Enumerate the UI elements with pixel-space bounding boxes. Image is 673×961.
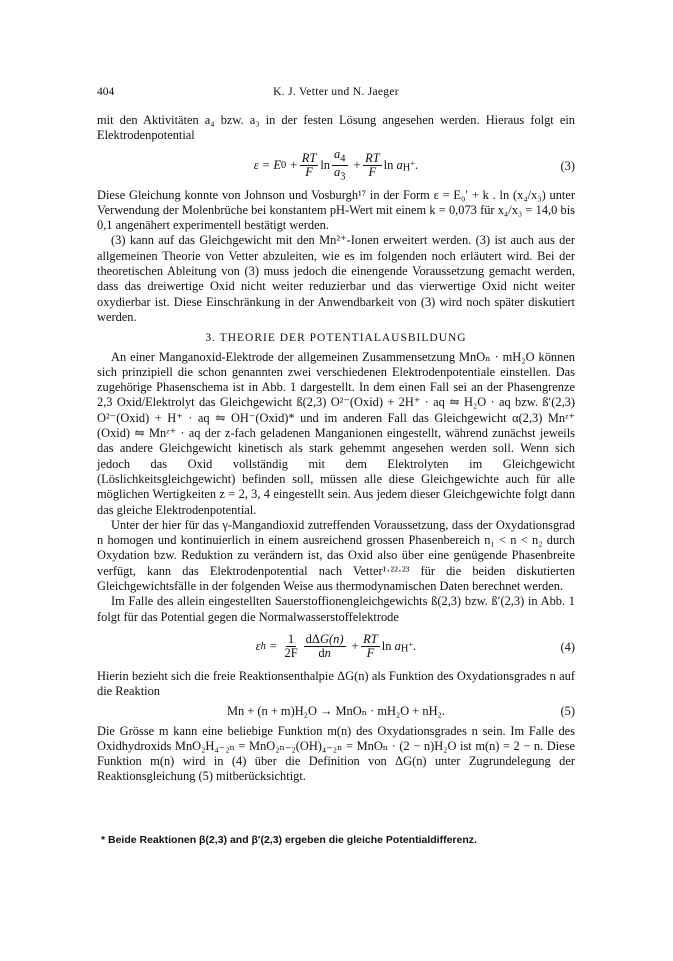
page-number: 404 [97,86,115,98]
equation-5 [97,704,575,722]
footnote: * Beide Reaktionen β(2,3) and β′(2,3) ergeben die gleiche Potentialdifferenz. [101,834,477,846]
equation-5-number: (5) [560,703,575,718]
body-text [97,113,575,785]
paragraph-2: Diese Gleichung konnte von Johnson und Vosburgh¹⁷ in der Form ε = E₀′ + k . ln (x₄/x₃) unter Verwendung der Molenbrüche bei konstantem pH-Wert mit einem k = 0,073 für x₄/x₃ = 14,0 bis 0,1 angenähert experimentell bestätigt werden. [97,187,575,233]
paragraph-8: Die Grösse m kann eine beliebige Funktion m(n) des Oxydationsgrades n sein. Im Falle des Oxidhydroxids MnO₂H₄₋₂ₙ = MnO₂ₙ₋₂(OH)₄₋₂ₙ = MnOₙ · (2 − n)H₂O ist m(n) = 2 − n. Diese Funktion m(n) wird in (4) über die Definition von ΔG(n) unter Zugrundelegung der Reaktionsgleichung (5) mitberücksichtigt. [97,723,575,784]
running-title: K. J. Vetter und N. Jaeger [273,86,399,98]
paragraph-1: mit den Aktivitäten a₄ bzw. a₃ in der festen Lösung angesehen werden. Hieraus folgt ein Elektrodenpotential [97,113,575,143]
equation-3-math: ε = E 0 + $\frac{RT}{F}$ ln $\frac{a_4}{a_3}$ + $\frac{RT}{F}$ ln a H+ . [253,146,419,183]
equation-4-math: ε h = $\frac{1}{2F}$ $\frac{\text{dΔG(n)}}{dn}$ + $\frac{RT}{F}$ ln a H+ . [255,632,417,661]
equation-4-number: (4) [560,639,575,654]
paragraph-5: Unter der hier für das γ-Mangandioxid zutreffenden Voraussetzung, dass der Oxydationsgrad n homogen und kontinuierlich in einem ausreichend grossen Phasenbereich n₁ < n < n₂ durch Oxydation bzw. Reduktion zu verändern ist, das Oxid also über eine genügende Phasenbreite verfügt, kann das Elektrodenpotential nach Vetter¹·²²·²³ für die beiden diskutierten Gleichgewichtsfälle in der folgenden Weise aus thermodynamischen Daten berechnet werden. [97,517,575,594]
equation-4 [97,631,575,663]
section-title: 3. THEORIE DER POTENTIALAUSBILDUNG [205,332,467,345]
running-header [97,86,575,102]
paragraph-3: (3) kann auf das Gleichgewicht mit den Mn²⁺-Ionen erweitert werden. (3) ist auch aus der allgemeinen Theorie von Vetter abzuleiten, wie es im folgenden noch erläutert wird. Bei der theoretischen Ableitung von (3) muss jedoch die einengende Voraussetzung gemacht werden, dass das dreiwertige Oxid nicht weiter reduzierbar und das vierwertige Oxid nicht weiter oxydierbar ist. Diese Einschränkung in der Anwendbarkeit von (3) wird noch später diskutiert werden. [97,233,575,324]
paragraph-6: Im Falle des allein eingestellten Sauerstoffionengleichgewichts ß(2,3) bzw. ß′(2,3) in Abb. 1 folgt für das Potential gegen die Normalwasserstoffelektrode [97,594,575,624]
equation-3-number: (3) [560,158,575,173]
equation-5-math: Mn + (n + m)H₂O → MnOₙ · mH₂O + nH₂. [227,703,445,718]
paragraph-7: Hierin bezieht sich die freie Reaktionsenthalpie ΔG(n) als Funktion des Oxydationsgrades n auf die Reaktion [97,668,575,699]
equation-3 [97,146,575,183]
paragraph-4: An einer Manganoxid-Elektrode der allgemeinen Zusammensetzung MnOₙ · mH₂O können sich prinzipiell die schon genannten zwei verschiedenen Elektrodenpotentiale einstellen. Das zugehörige Phasenschema ist in Abb. 1 dargestellt. In dem einen Fall sei an der Phasengrenze 2,3 Oxid/Elektrolyt das Gleichgewicht ß(2,3) O²⁻(Oxid) + 2H⁺ · aq ⇋ H₂O · aq bzw. ß′(2,3) O²⁻(Oxid) + H⁺ · aq ⇋ OH⁻(Oxid)* und im anderen Fall das Gleichgewicht α(2,3) Mnᶻ⁺ (Oxid) ⇋ Mnᶻ⁺ · aq der z-fach geladenen Manganionen eingestellt, während zunächst jeweils das andere Gleichgewicht kinetisch als stark gehemmt angesehen werden soll. Wenn sich jedoch das Oxid vollständig mit dem Elektrolyten im Gleichgewicht (Löslichkeitsgleichgewicht) befinden soll, müssen alle diese Gleichgewichte auch für alle möglichen Wertigkeiten z = 2, 3, 4 eingestellt sein. Aus jedem dieser Gleichgewichte folgt dann das gleiche Elektrodenpotential. [97,349,575,517]
